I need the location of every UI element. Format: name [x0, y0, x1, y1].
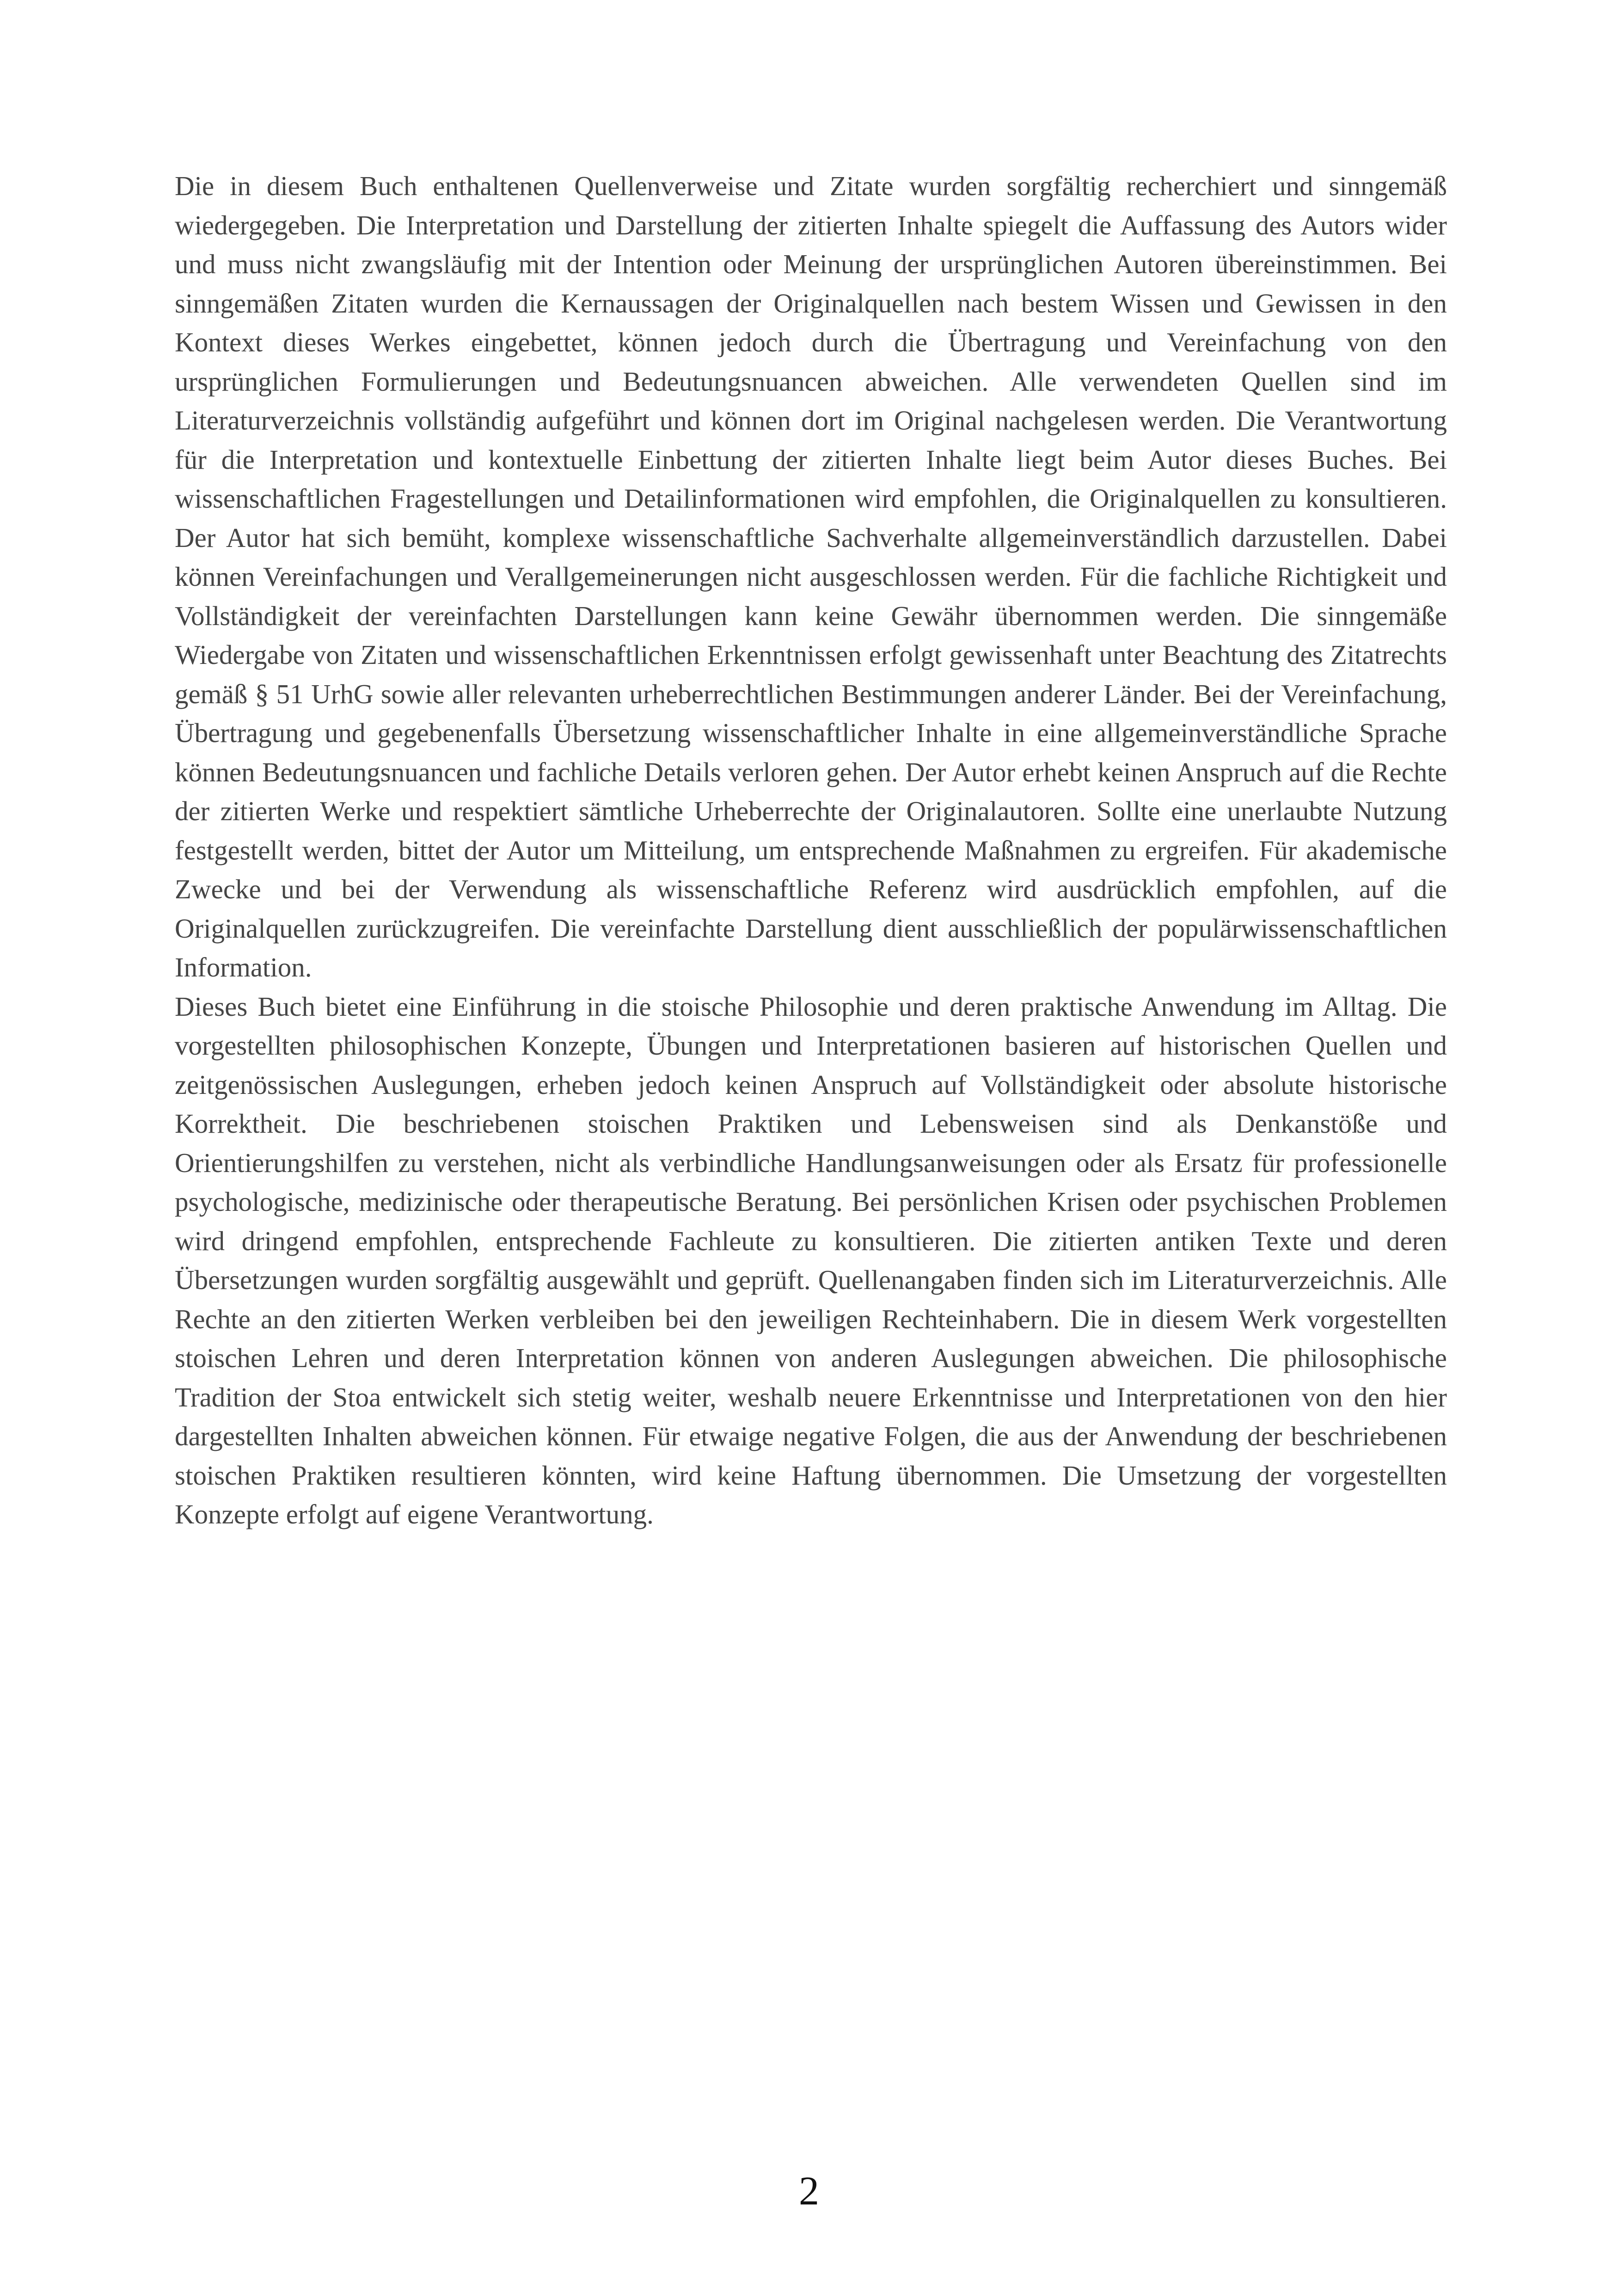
paragraph-source-disclaimer: Die in diesem Buch enthaltenen Quellenverweise und Zitate wurden sorgfältig recherchiert und sinngemäß wiedergegeben. Die Interpretation und Darstellung der zitierten Inhalte spiegelt die Auffassung des Autors wider und muss nicht zwangsläufig mit der Intention oder Meinung der ursprünglichen Autoren übereinstimmen. Bei sinngemäßen Zitaten wurden die Kernaussagen der Originalquellen nach bestem Wissen und Gewissen in den Kontext dieses Werkes eingebettet, können jedoch durch die Übertragung und Vereinfachung von den ursprünglichen Formulierungen und Bedeutungsnuancen abweichen. Alle verwendeten Quellen sind im Literaturverzeichnis vollständig aufgeführt und können dort im Original nachgelesen werden. Die Verantwortung für die Interpretation und kontextuelle Einbettung der zitierten Inhalte liegt beim Autor dieses Buches. Bei wissenschaftlichen Fragestellungen und Detailinformationen wird empfohlen, die Originalquellen zu konsultieren. Der Autor hat sich bemüht, komplexe wissenschaftliche Sachverhalte allgemeinverständlich darzustellen. Dabei können Vereinfachungen und Verallgemeinerungen nicht ausgeschlossen werden. Für die fachliche Richtigkeit und Vollständigkeit der vereinfachten Darstellungen kann keine Gewähr übernommen werden. Die sinngemäße Wiedergabe von Zitaten und wissenschaftlichen Erkenntnissen erfolgt gewissenhaft unter Beachtung des Zitatrechts gemäß § 51 UrhG sowie aller relevanten urheberrechtlichen Bestimmungen anderer Länder. Bei der Vereinfachung, Übertragung und gegebenenfalls Übersetzung wissenschaftlicher Inhalte in eine allgemeinverständliche Sprache können Bedeutungsnuancen und fachliche Details verloren gehen. Der Autor erhebt keinen Anspruch auf die Rechte der zitierten Werke und respektiert sämtliche Urheberrechte der Originalautoren. Sollte eine unerlaubte Nutzung festgestellt werden, bittet der Autor um Mitteilung, um entsprechende Maßnahmen zu ergreifen. Für akademische Zwecke und bei der Verwendung als wissenschaftliche Referenz wird ausdrücklich empfohlen, auf die Originalquellen zurückzugreifen. Die vereinfachte Darstellung dient ausschließlich der populärwissenschaftlichen Information.: [175, 171, 1447, 982]
body-text: [175, 166, 1447, 1534]
paragraph-stoic-disclaimer: Dieses Buch bietet eine Einführung in die stoische Philosophie und deren praktische Anwendung im Alltag. Die vorgestellten philosophischen Konzepte, Übungen und Interpretationen basieren auf historischen Quellen und zeitgenössischen Auslegungen, erheben jedoch keinen Anspruch auf Vollständigkeit oder absolute historische Korrektheit. Die beschriebenen stoischen Praktiken und Lebensweisen sind als Denkanstöße und Orientierungshilfen zu verstehen, nicht als verbindliche Handlungsanweisungen oder als Ersatz für professionelle psychologische, medizinische oder therapeutische Beratung. Bei persönlichen Krisen oder psychischen Problemen wird dringend empfohlen, entsprechende Fachleute zu konsultieren. Die zitierten antiken Texte und deren Übersetzungen wurden sorgfältig ausgewählt und geprüft. Quellenangaben finden sich im Literaturverzeichnis. Alle Rechte an den zitierten Werken verbleiben bei den jeweiligen Rechteinhabern. Die in diesem Werk vorgestellten stoischen Lehren und deren Interpretation können von anderen Auslegungen abweichen. Die philosophische Tradition der Stoa entwickelt sich stetig weiter, weshalb neuere Erkenntnisse und Interpretationen von den hier dargestellten Inhalten abweichen können. Für etwaige negative Folgen, die aus der Anwendung der beschriebenen stoischen Praktiken resultieren könnten, wird keine Haftung übernommen. Die Umsetzung der vorgestellten Konzepte erfolgt auf eigene Verantwortung.: [175, 991, 1447, 1529]
page-number: 2: [799, 2169, 819, 2214]
